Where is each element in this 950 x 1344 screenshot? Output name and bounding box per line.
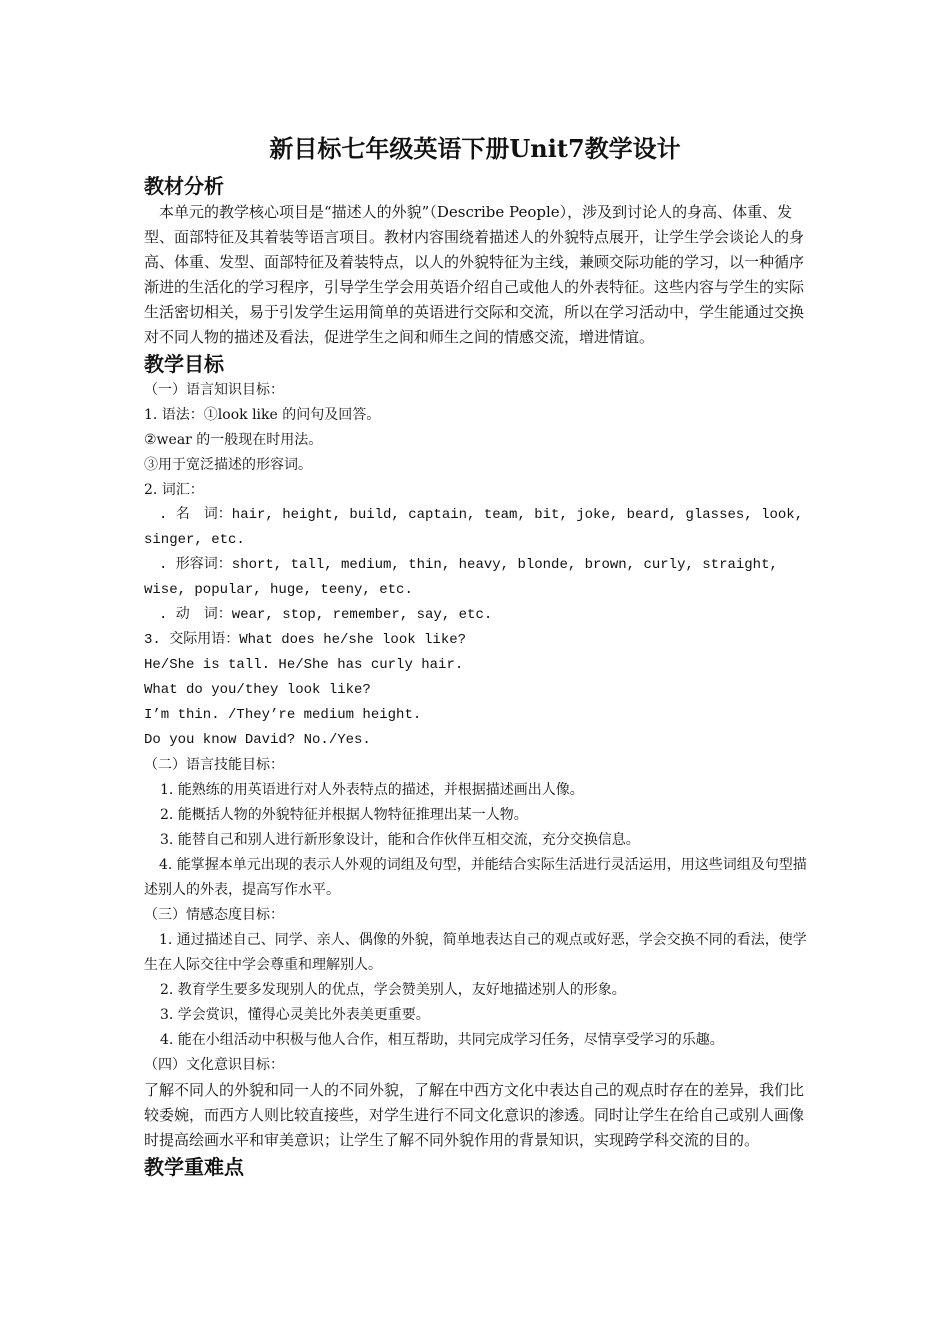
attitude-item-2: 2. 教育学生要多发现别人的优点，学会赞美别人，友好地描述别人的形象。 bbox=[160, 982, 626, 998]
document-body bbox=[144, 172, 812, 1181]
grammar-item-3: ③用于宽泛描述的形容词。 bbox=[144, 457, 312, 473]
goals-part3-title: （三）情感态度目标： bbox=[144, 907, 284, 923]
vocab-adjectives: . 形容词：short, tall, medium, thin, heavy, blonde, brown, curly, straight, wise, popular, huge, teeny, etc. bbox=[144, 557, 778, 598]
culture-paragraph: 了解不同人的外貌和同一人的不同外貌，了解在中西方文化中表达自己的观点时存在的差异，我们比较委婉，而西方人则比较直接些，对学生进行不同文化意识的渗透。同时让学生在给自己或别人画像时提高绘画水平和审美意识；让学生了解不同外貌作用的背景知识，实现跨学科交流的目的。 bbox=[144, 1081, 805, 1149]
section-heading-goals: 教学目标 bbox=[144, 352, 224, 376]
goals-part1-title: （一）语言知识目标： bbox=[144, 382, 284, 398]
comm-line-2: What do you/they look like? bbox=[144, 682, 371, 698]
skill-item-4: 4. 能掌握本单元出现的表示人外观的词组及句型，并能结合实际生活进行灵活运用，用这些词组及句型描述别人的外表，提高写作水平。 bbox=[144, 857, 807, 898]
analysis-paragraph: 本单元的教学核心项目是“描述人的外貌”（Describe People），涉及到讨论人的身高、体重、发型、面部特征及其着装等语言项目。教材内容围绕着描述人的外貌特点展开，让学生学会谈论人的身高、体重、发型、面部特征及着装特点，以人的外貌特征为主线，兼顾交际功能的学习，以一种循序渐进的生活化的学习程序，引导学生学会用英语介绍自己或他人的外表特征。这些内容与学生的实际生活密切相关，易于引发学生运用简单的英语进行交际和交流，所以在学习活动中，学生能通过交换对不同人物的描述及看法，促进学生之间和师生之间的情感交流，增进情谊。 bbox=[144, 203, 805, 346]
vocab-nouns: . 名 词：hair, height, build, captain, team, bit, joke, beard, glasses, look, singer, etc. bbox=[144, 507, 804, 548]
comm-line-4: Do you know David? No./Yes. bbox=[144, 732, 371, 748]
attitude-item-3: 3. 学会赏识，懂得心灵美比外表美更重要。 bbox=[160, 1007, 430, 1023]
section-heading-keypoints: 教学重难点 bbox=[144, 1155, 244, 1179]
goals-part2-title: （二）语言技能目标： bbox=[144, 757, 284, 773]
grammar-item-1: 1. 语法：①look like 的问句及回答。 bbox=[144, 407, 381, 423]
vocab-title: 2. 词汇： bbox=[144, 482, 204, 498]
goals-part4-title: （四）文化意识目标： bbox=[144, 1057, 284, 1073]
skill-item-2: 2. 能概括人物的外貌特征并根据人物特征推理出某一人物。 bbox=[160, 807, 528, 823]
comm-line-1: He/She is tall. He/She has curly hair. bbox=[144, 657, 464, 673]
skill-item-1: 1. 能熟练的用英语进行对人外表特点的描述，并根据描述画出人像。 bbox=[160, 782, 584, 798]
attitude-item-4: 4. 能在小组活动中积极与他人合作，相互帮助，共同完成学习任务，尽情享受学习的乐趣。 bbox=[160, 1032, 724, 1048]
skill-item-3: 3. 能替自己和别人进行新形象设计，能和合作伙伴互相交流，充分交换信息。 bbox=[160, 832, 640, 848]
comm-line-3: I’m thin. /They’re medium height. bbox=[144, 707, 422, 723]
comm-title: 3. 交际用语：What does he/she look like? bbox=[144, 632, 467, 648]
attitude-item-1: 1. 通过描述自己、同学、亲人、偶像的外貌，简单地表达自己的观点或好恶，学会交换不同的看法，使学生在人际交往中学会尊重和理解别人。 bbox=[144, 932, 807, 973]
vocab-verbs: . 动 词：wear, stop, remember, say, etc. bbox=[159, 607, 493, 623]
grammar-item-2: ②wear 的一般现在时用法。 bbox=[144, 432, 323, 448]
section-heading-analysis: 教材分析 bbox=[144, 174, 224, 198]
document-title: 新目标七年级英语下册Unit7教学设计 bbox=[269, 134, 681, 163]
